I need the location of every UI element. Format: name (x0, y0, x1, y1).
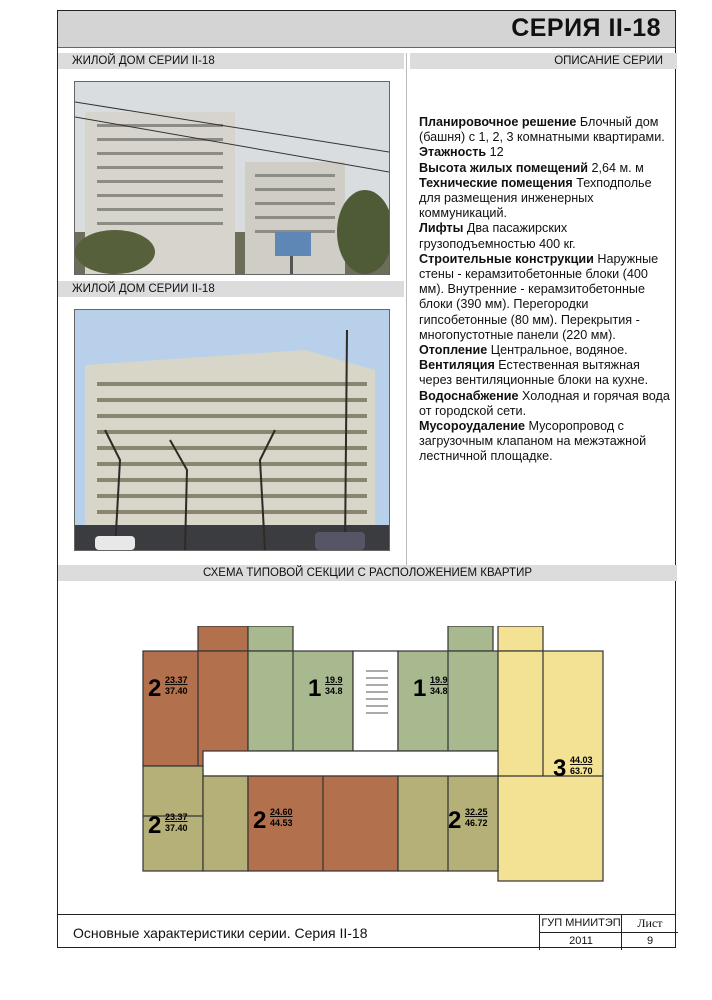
description-text: Мусоропровод с загрузочным клапаном на межэтажной лестничной площадке. (419, 419, 647, 464)
description-item (419, 176, 671, 222)
apartment-living-area: 24.60 (270, 807, 293, 817)
description-text: Блочный дом (башня) с 1, 2, 3 комнатными квартирами. (419, 115, 665, 145)
footer-sheet-number: 9 (621, 932, 678, 950)
photo2-caption: ЖИЛОЙ ДОМ СЕРИИ II-18 (58, 281, 404, 297)
apartment-living-area: 19.9 (325, 675, 343, 685)
title-bar (58, 11, 675, 48)
description-label: Водоснабжение (419, 388, 519, 403)
description-label: Планировочное решение (419, 115, 577, 129)
description-item (419, 358, 671, 388)
description-label: Отопление (419, 343, 488, 358)
building-photo-1 (74, 81, 390, 275)
apartment-rooms: 3 (553, 755, 567, 782)
footer-year: 2011 (539, 932, 622, 950)
apartment-total-area: 34.8 (325, 686, 343, 696)
photo1-caption: ЖИЛОЙ ДОМ СЕРИИ II-18 (58, 53, 404, 69)
apartment-rooms: 2 (253, 807, 267, 834)
series-description (419, 115, 671, 465)
apartment-living-area: 23.37 (165, 812, 188, 822)
footer (58, 914, 675, 950)
apartment-rooms: 2 (448, 807, 462, 834)
description-text: 12 (486, 145, 504, 160)
building-photo-2 (74, 309, 390, 551)
description-text: Центральное, водяное. (487, 343, 628, 358)
apartment-rooms: 2 (148, 812, 162, 839)
description-text: Холодная и горячая вода от городской сети. (419, 388, 670, 418)
apartment-living-area: 32.25 (465, 807, 488, 817)
page-frame (57, 10, 676, 948)
apartment-living-area: 44.03 (570, 755, 593, 765)
apartment-total-area: 37.40 (165, 686, 188, 696)
description-label: Мусороудаление (419, 419, 525, 434)
description-text: Техподполье для размещения инженерных коммуникаций. (419, 175, 652, 221)
description-item (419, 389, 671, 419)
description-label: Высота жилых помещений (419, 160, 589, 175)
description-label: Вентиляция (419, 358, 495, 373)
description-item (419, 145, 671, 160)
description-label: Этажность (419, 145, 487, 160)
footer-sheet-label: Лист (621, 915, 678, 933)
apartment-total-area: 46.72 (465, 818, 488, 828)
floor-plan (138, 626, 608, 891)
description-item (419, 343, 671, 358)
footer-org: ГУП МНИИТЭП (539, 915, 622, 933)
description-item (419, 161, 671, 176)
apartment-living-area: 19.9 (430, 675, 448, 685)
apartment-rooms: 1 (413, 675, 427, 702)
description-item (419, 419, 671, 465)
apartment-rooms: 1 (308, 675, 322, 702)
footer-text: Основные характеристики серии. Серия II-18 (73, 925, 368, 941)
description-text: Наружные стены - керамзитобетонные блоки (400 мм). Внутренние - керамзитобетонные блоки (390 мм). Перегородки гипсобетонные (80 мм). Перекрытия - многопустотные панели (220 мм). (419, 251, 659, 342)
description-item (419, 115, 671, 145)
description-caption: ОПИСАНИЕ СЕРИИ (410, 53, 677, 69)
description-text: Естественная вытяжная через вентиляционные блоки на кухне. (419, 358, 649, 388)
description-text: 2,64 м. м (588, 160, 644, 175)
description-label: Технические помещения (419, 175, 573, 190)
description-item (419, 252, 671, 343)
plan-caption: СХЕМА ТИПОВОЙ СЕКЦИИ С РАСПОЛОЖЕНИЕМ КВАРТИР (58, 565, 677, 581)
apartment-rooms: 2 (148, 675, 162, 702)
page-title: СЕРИЯ II-18 (511, 14, 661, 42)
description-label: Лифты (419, 221, 464, 236)
column-divider (406, 53, 407, 565)
description-label: Строительные конструкции (419, 251, 594, 266)
apartment-total-area: 63.70 (570, 766, 593, 776)
description-text: Два пасажирских грузоподъемностью 400 кг. (419, 221, 576, 251)
description-item (419, 221, 671, 251)
apartment-total-area: 34.8 (430, 686, 448, 696)
apartment-living-area: 23.37 (165, 675, 188, 685)
apartment-total-area: 37.40 (165, 823, 188, 833)
apartment-total-area: 44.53 (270, 818, 293, 828)
